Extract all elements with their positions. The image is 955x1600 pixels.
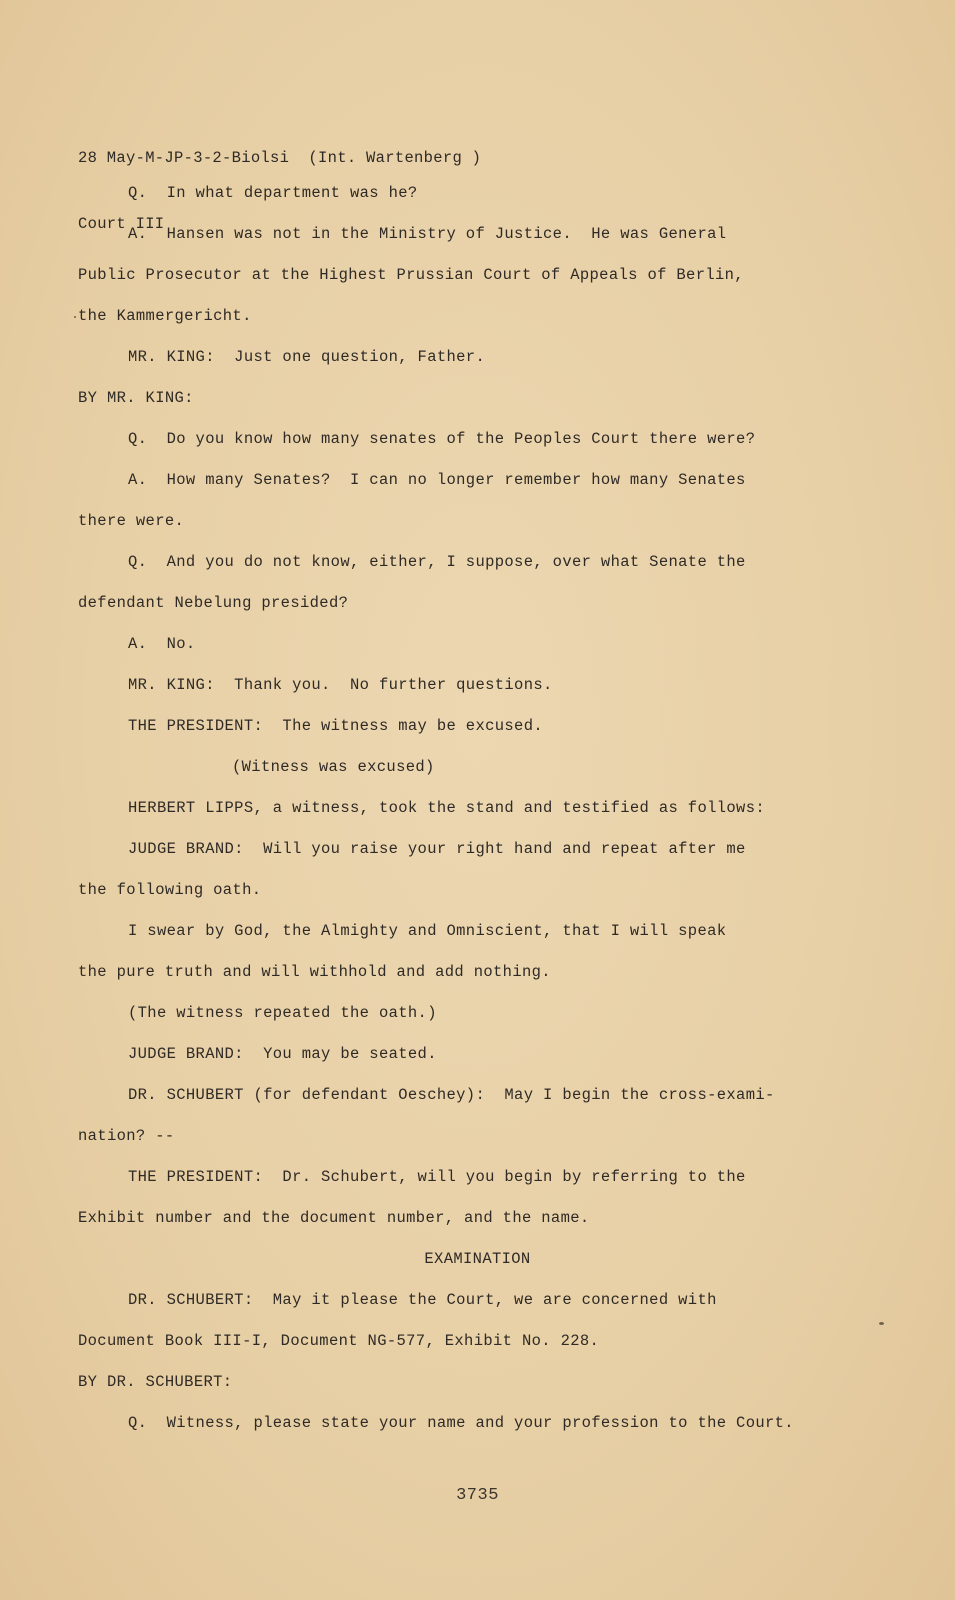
paper-speck <box>74 316 76 318</box>
transcript-line: DR. SCHUBERT (for defendant Oeschey): May I begin the cross-exami- <box>128 1086 775 1104</box>
transcript-line: Public Prosecutor at the Highest Prussian Court of Appeals of Berlin, <box>78 266 744 284</box>
transcript-line: the Kammergericht. <box>78 307 252 325</box>
transcript-line: Q. In what department was he? <box>128 184 418 202</box>
transcript-line: Q. Witness, please state your name and your profession to the Court. <box>128 1414 794 1432</box>
transcript-line: THE PRESIDENT: The witness may be excused. <box>128 717 544 735</box>
transcript-line: Exhibit number and the document number, and the name. <box>78 1209 590 1227</box>
transcript-line: Q. Do you know how many senates of the Peoples Court there were? <box>128 430 756 448</box>
transcript-line: nation? -- <box>78 1127 175 1145</box>
transcript-line: the pure truth and will withhold and add nothing. <box>78 963 551 981</box>
transcript-line: the following oath. <box>78 881 262 899</box>
page-number: 3735 <box>456 1486 499 1505</box>
transcript-line: A. Hansen was not in the Ministry of Justice. He was General <box>128 225 727 243</box>
transcript-line: (The witness repeated the oath.) <box>128 1004 437 1022</box>
transcript-line: JUDGE BRAND: You may be seated. <box>128 1045 437 1063</box>
transcript-line: defendant Nebelung presided? <box>78 594 349 612</box>
transcript-line: MR. KING: Thank you. No further questions. <box>128 676 553 694</box>
section-heading: EXAMINATION <box>424 1250 531 1268</box>
transcript-line: (Witness was excused) <box>232 758 435 776</box>
transcript-line: MR. KING: Just one question, Father. <box>128 348 486 366</box>
header-line-1: 28 May-M-JP-3-2-Biolsi (Int. Wartenberg ) <box>78 149 482 167</box>
transcript-line: BY DR. SCHUBERT: <box>78 1373 233 1391</box>
transcript-line: HERBERT LIPPS, a witness, took the stand and testified as follows: <box>128 799 765 817</box>
transcript-line: A. How many Senates? I can no longer remember how many Senates <box>128 471 746 489</box>
transcript-line: Q. And you do not know, either, I suppose, over what Senate the <box>128 553 746 571</box>
header-line-2: Court III <box>78 215 165 233</box>
transcript-line: DR. SCHUBERT: May it please the Court, we are concerned with <box>128 1291 717 1309</box>
transcript-line: A. No. <box>128 635 196 653</box>
paper-speck <box>879 1322 884 1325</box>
transcript-line: THE PRESIDENT: Dr. Schubert, will you begin by referring to the <box>128 1168 746 1186</box>
transcript-line: JUDGE BRAND: Will you raise your right hand and repeat after me <box>128 840 746 858</box>
transcript-line: Document Book III-I, Document NG-577, Exhibit No. 228. <box>78 1332 600 1350</box>
transcript-line: I swear by God, the Almighty and Omniscient, that I will speak <box>128 922 727 940</box>
transcript-line: there were. <box>78 512 185 530</box>
transcript-line: BY MR. KING: <box>78 389 194 407</box>
